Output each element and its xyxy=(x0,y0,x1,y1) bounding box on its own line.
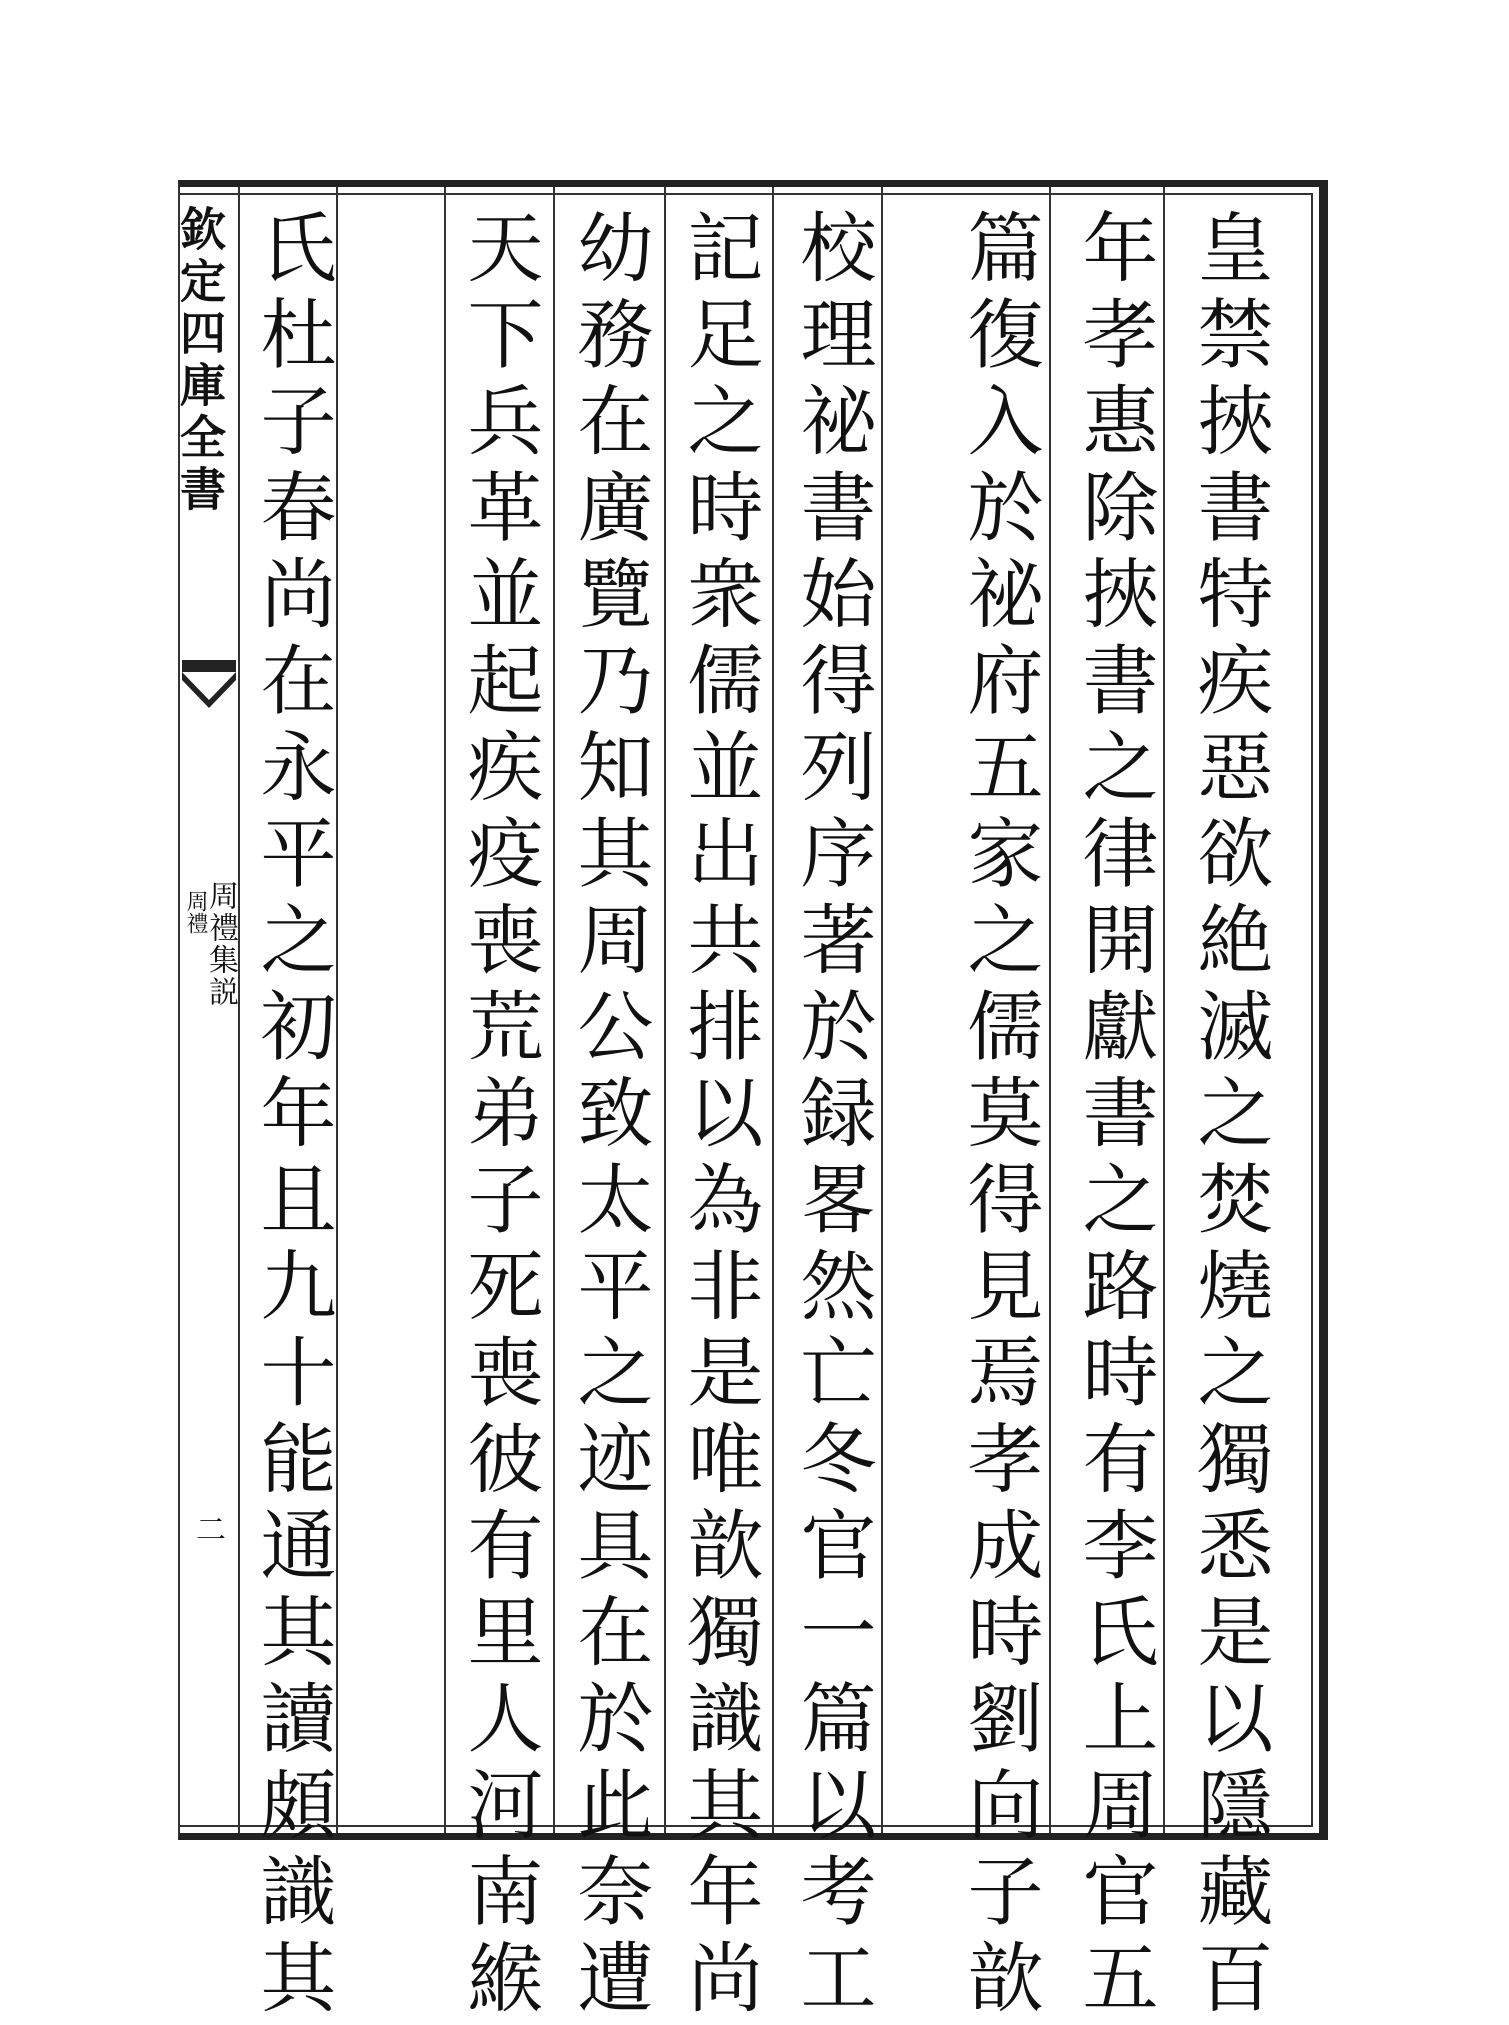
text-column-1: 皇禁挾書特疾惡欲絶滅之焚燒之獨悉是以隱藏百 xyxy=(1185,208,1274,2025)
column-rule xyxy=(444,187,446,1833)
book-title: 周禮集説 xyxy=(203,880,238,1008)
text-column-8: 氏杜子春尚在永平之初年且九十能通其讀頗識其 xyxy=(248,208,337,2025)
column-rule xyxy=(1049,187,1051,1833)
page-number: 二 xyxy=(196,1513,226,1548)
column-rule xyxy=(664,187,666,1833)
juan-label: 周禮 xyxy=(183,890,208,934)
column-rule xyxy=(772,187,774,1833)
text-column-7: 天下兵革並起疾疫喪荒弟子死喪彼有里人河南緱 xyxy=(455,208,544,2025)
column-rule xyxy=(553,187,555,1833)
text-column-3: 篇復入於祕府五家之儒莫得見焉孝成時劉向子歆 xyxy=(955,208,1044,2025)
text-column-4: 校理祕書始得列序著於録畧然亡冬官一篇以考工 xyxy=(788,208,877,2025)
column-rule xyxy=(1163,187,1165,1833)
text-column-5: 記足之時衆儒並出共排以為非是唯歆獨識其年尚 xyxy=(675,208,764,2025)
text-column-6: 幼務在廣覽乃知其周公致太平之迹具在於此奈遭 xyxy=(565,208,654,2025)
collection-title: 欽定四庫全書 xyxy=(173,205,227,517)
text-column-2: 年孝惠除挾書之律開獻書之路時有李氏上周官五 xyxy=(1070,208,1159,2025)
column-rule xyxy=(881,187,883,1833)
fishtail-icon xyxy=(182,660,236,710)
